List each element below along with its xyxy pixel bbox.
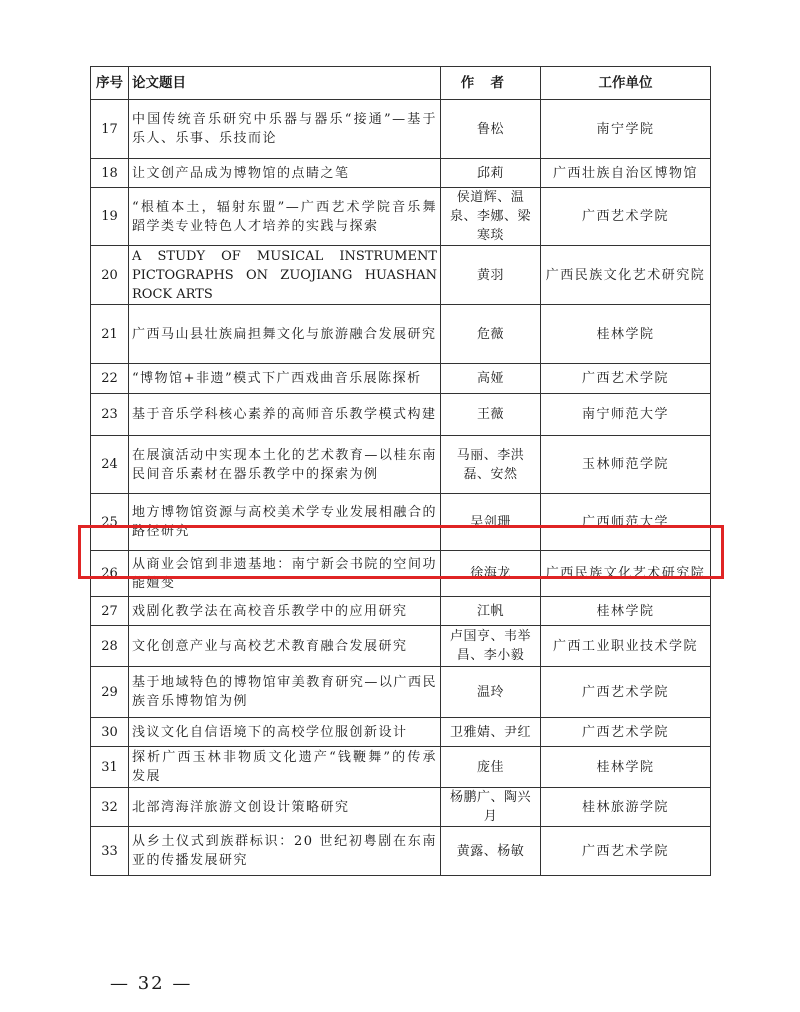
table-row bbox=[91, 667, 711, 718]
table-row bbox=[91, 718, 711, 747]
row-serial-number: 24 bbox=[91, 436, 129, 494]
row-work-unit: 玉林师范学院 bbox=[541, 436, 711, 494]
table-row bbox=[91, 827, 711, 876]
header-serial-number: 序号 bbox=[91, 67, 129, 100]
row-author: 鲁松 bbox=[441, 100, 541, 159]
table-row bbox=[91, 436, 711, 494]
row-work-unit: 桂林学院 bbox=[541, 305, 711, 364]
row-work-unit: 广西艺术学院 bbox=[541, 718, 711, 747]
row-serial-number: 22 bbox=[91, 364, 129, 394]
row-work-unit: 桂林学院 bbox=[541, 597, 711, 626]
row-paper-title: 从商业会馆到非遗基地：南宁新会书院的空间功能嬗变 bbox=[129, 551, 441, 597]
row-paper-title: 文化创意产业与高校艺术教育融合发展研究 bbox=[129, 626, 441, 667]
row-serial-number: 21 bbox=[91, 305, 129, 364]
row-paper-title: A STUDY OF MUSICAL INSTRUMENT PICTOGRAPHS ON ZUOJIANG HUASHAN ROCK ARTS bbox=[129, 246, 441, 305]
row-work-unit: 南宁师范大学 bbox=[541, 394, 711, 436]
row-author: 高娅 bbox=[441, 364, 541, 394]
table-row bbox=[91, 788, 711, 827]
row-work-unit: 南宁学院 bbox=[541, 100, 711, 159]
row-author: 温玲 bbox=[441, 667, 541, 718]
row-serial-number: 30 bbox=[91, 718, 129, 747]
row-serial-number: 26 bbox=[91, 551, 129, 597]
row-work-unit: 广西艺术学院 bbox=[541, 667, 711, 718]
table-row bbox=[91, 305, 711, 364]
table-row bbox=[91, 364, 711, 394]
row-work-unit: 广西壮族自治区博物馆 bbox=[541, 159, 711, 188]
row-paper-title: 戏剧化教学法在高校音乐教学中的应用研究 bbox=[129, 597, 441, 626]
row-author: 江帆 bbox=[441, 597, 541, 626]
row-serial-number: 18 bbox=[91, 159, 129, 188]
row-serial-number: 31 bbox=[91, 747, 129, 788]
row-work-unit: 广西艺术学院 bbox=[541, 364, 711, 394]
row-paper-title: 北部湾海洋旅游文创设计策略研究 bbox=[129, 788, 441, 827]
table-body bbox=[91, 100, 711, 876]
row-serial-number: 32 bbox=[91, 788, 129, 827]
row-author: 王薇 bbox=[441, 394, 541, 436]
row-author: 黄羽 bbox=[441, 246, 541, 305]
row-author: 吴剑珊 bbox=[441, 494, 541, 551]
row-paper-title: 广西马山县壮族扁担舞文化与旅游融合发展研究 bbox=[129, 305, 441, 364]
row-work-unit: 广西民族文化艺术研究院 bbox=[541, 246, 711, 305]
row-author: 黄露、杨敏 bbox=[441, 827, 541, 876]
row-author: 杨鹏广、陶兴月 bbox=[441, 788, 541, 827]
row-serial-number: 27 bbox=[91, 597, 129, 626]
row-work-unit: 广西师范大学 bbox=[541, 494, 711, 551]
row-serial-number: 23 bbox=[91, 394, 129, 436]
row-paper-title: 探析广西玉林非物质文化遗产“钱鞭舞”的传承发展 bbox=[129, 747, 441, 788]
row-author: 危薇 bbox=[441, 305, 541, 364]
table-row bbox=[91, 100, 711, 159]
row-paper-title: 基于地域特色的博物馆审美教育研究—以广西民族音乐博物馆为例 bbox=[129, 667, 441, 718]
row-author: 邱莉 bbox=[441, 159, 541, 188]
page-number: — 32 — bbox=[110, 973, 193, 994]
row-serial-number: 28 bbox=[91, 626, 129, 667]
table-row bbox=[91, 597, 711, 626]
table-row bbox=[91, 394, 711, 436]
row-serial-number: 33 bbox=[91, 827, 129, 876]
row-paper-title: 浅议文化自信语境下的高校学位服创新设计 bbox=[129, 718, 441, 747]
table-row bbox=[91, 551, 711, 597]
row-serial-number: 29 bbox=[91, 667, 129, 718]
table-row bbox=[91, 626, 711, 667]
row-author: 马丽、李洪磊、安然 bbox=[441, 436, 541, 494]
row-paper-title: 基于音乐学科核心素养的高师音乐教学模式构建 bbox=[129, 394, 441, 436]
paper-list-table bbox=[90, 66, 711, 876]
row-author: 卢国亨、韦举昌、李小毅 bbox=[441, 626, 541, 667]
row-paper-title: “根植本土，辐射东盟”—广西艺术学院音乐舞蹈学类专业特色人才培养的实践与探索 bbox=[129, 188, 441, 246]
row-paper-title: 中国传统音乐研究中乐器与器乐“接通”—基于乐人、乐事、乐技而论 bbox=[129, 100, 441, 159]
row-paper-title: 在展演活动中实现本土化的艺术教育—以桂东南民间音乐素材在器乐教学中的探索为例 bbox=[129, 436, 441, 494]
row-author: 徐海龙 bbox=[441, 551, 541, 597]
row-paper-title: “博物馆+非遗”模式下广西戏曲音乐展陈探析 bbox=[129, 364, 441, 394]
header-work-unit: 工作单位 bbox=[541, 67, 711, 100]
row-work-unit: 桂林学院 bbox=[541, 747, 711, 788]
table-header-row bbox=[91, 67, 711, 100]
row-author: 侯道辉、温泉、李娜、梁寒琰 bbox=[441, 188, 541, 246]
row-author: 卫雅婧、尹红 bbox=[441, 718, 541, 747]
header-paper-title: 论文题目 bbox=[129, 67, 441, 100]
table-row bbox=[91, 494, 711, 551]
row-serial-number: 17 bbox=[91, 100, 129, 159]
row-work-unit: 广西艺术学院 bbox=[541, 827, 711, 876]
row-paper-title: 从乡土仪式到族群标识：20 世纪初粤剧在东南亚的传播发展研究 bbox=[129, 827, 441, 876]
row-work-unit: 广西工业职业技术学院 bbox=[541, 626, 711, 667]
row-paper-title: 让文创产品成为博物馆的点睛之笔 bbox=[129, 159, 441, 188]
table-row bbox=[91, 747, 711, 788]
row-paper-title: 地方博物馆资源与高校美术学专业发展相融合的路径研究 bbox=[129, 494, 441, 551]
row-author: 庞佳 bbox=[441, 747, 541, 788]
table-row bbox=[91, 188, 711, 246]
row-serial-number: 19 bbox=[91, 188, 129, 246]
row-work-unit: 桂林旅游学院 bbox=[541, 788, 711, 827]
row-work-unit: 广西艺术学院 bbox=[541, 188, 711, 246]
row-work-unit: 广西民族文化艺术研究院 bbox=[541, 551, 711, 597]
header-author: 作者 bbox=[441, 67, 541, 100]
row-serial-number: 25 bbox=[91, 494, 129, 551]
table-row bbox=[91, 159, 711, 188]
table-row bbox=[91, 246, 711, 305]
row-serial-number: 20 bbox=[91, 246, 129, 305]
